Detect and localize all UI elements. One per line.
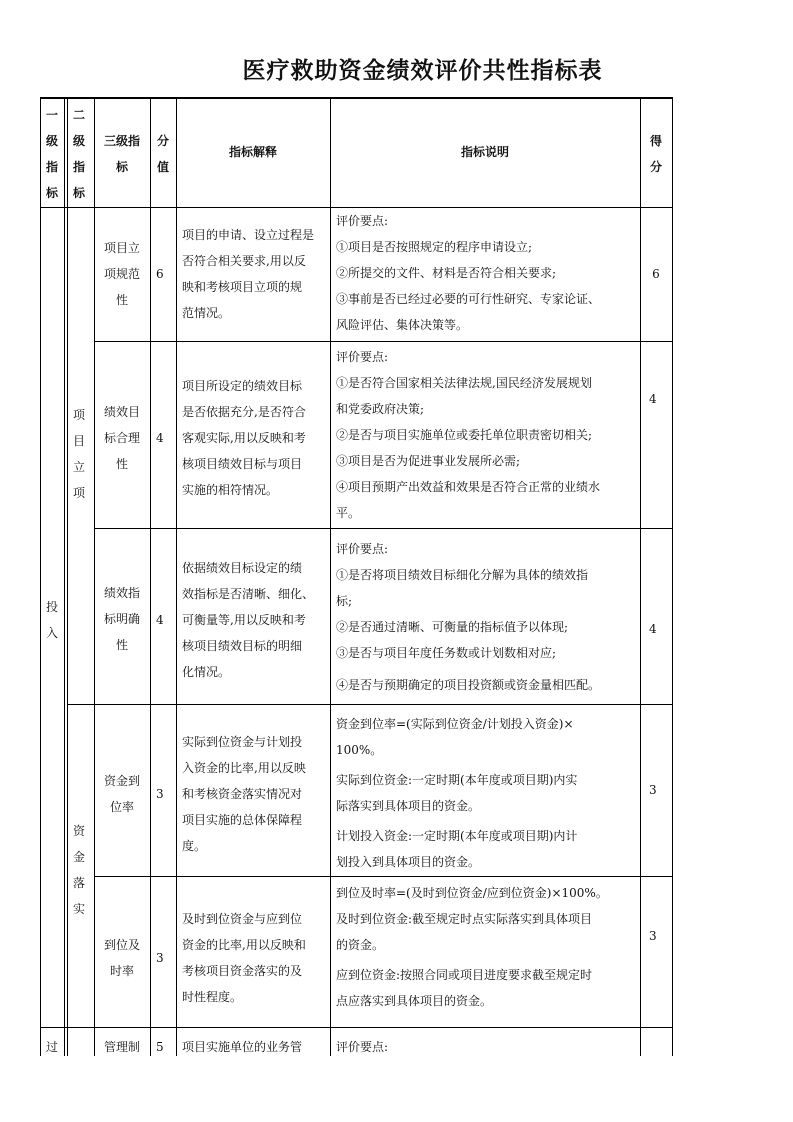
header-score: 分 值 [156, 134, 169, 174]
row-explanation: 项目的申请、设立过程是 否符合相关要求,用以反 映和考核项目立项的规 范情况。 [182, 228, 315, 320]
page-title: 医疗救助资金绩效评价共性指标表 [242, 58, 603, 84]
row-score: 3 [156, 951, 164, 965]
row-score: 4 [156, 613, 164, 627]
row-explanation: 项目实施单位的业务管 [182, 1040, 303, 1054]
table-rule [67, 704, 673, 705]
row-name: 绩效指 标明确 性 [103, 586, 140, 652]
row-description: 评价要点: ①项目是否按照规定的程序申请设立; ②所提交的文件、材料是否符合相关要求; ③事前是否已经过必要的可行性研究、专家论证、 风险评估、集体决策等。 [336, 214, 601, 332]
table-rule [64, 97, 65, 1056]
row-description: 评价要点: [336, 1040, 389, 1054]
level1-group-process: 过 [45, 1040, 58, 1054]
table-rule [672, 97, 673, 1056]
row-explanation: 依据绩效目标设定的绩 效指标是否清晰、细化、 可衡量等,用以反映和考 核项目绩效目标的明细 化情况。 [182, 561, 315, 679]
table-rule [94, 528, 673, 529]
row-result: 4 [649, 622, 657, 636]
table-rule [40, 1027, 673, 1028]
row-description: 到位及时率=(及时到位资金/应到位资金)×100%。 及时到位资金:截至规定时点实际落实到具体项目 的资金。 应到位资金:按照合同或项目进度要求截至规定时 点应落实到具体项目的资金。 [336, 886, 608, 1008]
row-result: 4 [649, 392, 657, 406]
table-rule [176, 97, 177, 1056]
row-score: 3 [156, 787, 164, 801]
table-rule [330, 97, 331, 1056]
row-description: 资金到位率=(实际到位资金/计划投入资金)× 100%。 实际到位资金:一定时期(本年度或项目期)内实 际落实到具体项目的资金。 计划投入资金:一定时期(本年度或项目期)内计 划投入到具体项目的资金。 [336, 717, 578, 869]
row-explanation: 及时到位资金与应到位 资金的比率,用以反映和 考核项目资金落实的及 时性程度。 [182, 912, 306, 1004]
header-explanation: 指标解释 [228, 145, 277, 159]
header-level1: 一 级 指 标 [45, 108, 58, 200]
row-name: 到位及 时率 [103, 938, 140, 978]
row-score: 4 [156, 431, 164, 445]
row-explanation: 项目所设定的绩效目标 是否依据充分,是否符合 客观实际,用以反映和考 核项目绩效目标与项目 实施的相符情况。 [182, 379, 306, 497]
level2-group-project-setup: 项 目 立 项 [72, 408, 85, 500]
header-description: 指标说明 [460, 145, 509, 159]
row-name: 管理制 [103, 1040, 140, 1054]
row-result: 6 [652, 267, 660, 281]
row-result: 3 [649, 929, 657, 943]
table-rule [94, 876, 673, 877]
row-result: 3 [649, 783, 657, 797]
level1-group-input: 投 入 [45, 600, 58, 640]
row-score: 6 [156, 267, 164, 281]
table-rule [40, 97, 41, 1056]
row-name: 绩效目 标合理 性 [103, 405, 140, 471]
header-level3: 三级指 标 [103, 134, 140, 174]
header-level2: 二 级 指 标 [72, 108, 85, 200]
level2-group-fund-implementation: 资 金 落 实 [72, 824, 85, 916]
row-explanation: 实际到位资金与计划投 入资金的比率,用以反映 和考核资金落实情况对 项目实施的总体保障程 度。 [182, 735, 306, 853]
row-description: 评价要点: ①是否符合国家相关法律法规,国民经济发展规划 和党委政府决策; ②是否与项目实施单位或委托单位职责密切相关; ③项目是否为促进事业发展所必需; ④项目预期产出效益和效果是否符合正常的业绩水 平。 [336, 350, 601, 520]
row-description: 评价要点: ①是否将项目绩效目标细化分解为具体的绩效指 标; ②是否通过清晰、可衡量的指标值予以体现; ③是否与项目年度任务数或计划数相对应; ④是否与预期确定的项目投资额或资金量相匹配。 [336, 542, 601, 692]
row-name: 项目立 项规范 性 [103, 241, 140, 307]
table-rule [94, 341, 673, 342]
row-name: 资金到 位率 [103, 774, 140, 814]
header-result: 得 分 [649, 134, 662, 174]
row-score: 5 [156, 1040, 164, 1054]
